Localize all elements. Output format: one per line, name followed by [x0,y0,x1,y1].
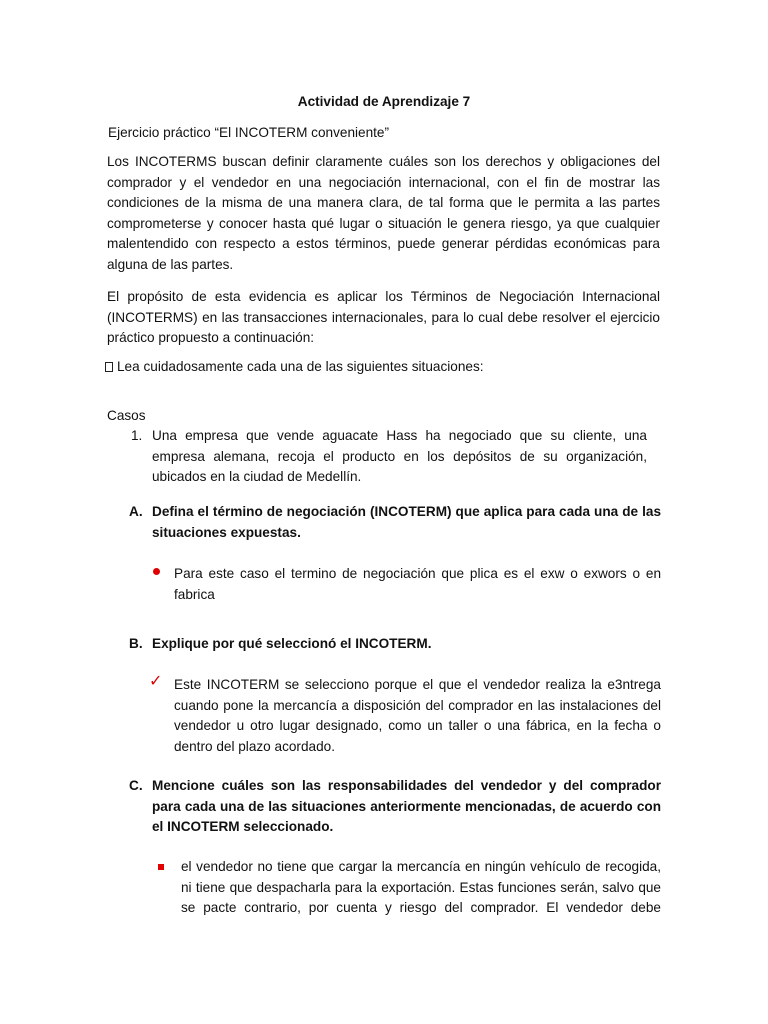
case-1-text: Una empresa que vende aguacate Hass ha negociado que su cliente, una empresa alemana, recoja el producto en los depósitos de su organización, ubicados en la ciudad de Medellín. [152,428,647,484]
document-subtitle: Ejercicio práctico “El INCOTERM conveniente” [108,125,390,140]
instruction-text: Lea cuidadosamente cada una de las siguientes situaciones: [117,359,484,374]
answer-c-text: el vendedor no tiene que cargar la mercancía en ningún vehículo de recogida, ni tiene que despacharla para la exportación. Estas funciones serán, salvo que se pacte contrario, por cuenta y riesgo del comprador. El vendedor debe [181,859,661,915]
instruction-line [105,357,484,378]
question-a-letter: A. [129,504,143,519]
answer-b-text: Este INCOTERM se selecciono porque el que el vendedor realiza la e3ntrega cuando pone la mercancía a disposición del comprador en las instalaciones del vendedor u otro lugar designado, como un taller o una fábrica, en la fecha o dentro del plazo acordado. [174,677,661,754]
question-b-text: Explique por qué seleccionó el INCOTERM. [152,636,432,651]
answer-a-text: Para este caso el termino de negociación que plica es el exw o exwors o en fabrica [174,566,661,602]
document-title: Actividad de Aprendizaje 7 [297,94,471,109]
red-checkmark-icon: ✓ [149,673,163,690]
red-square-bullet-icon [158,864,164,870]
case-1-number: 1. [131,428,143,443]
missing-glyph-box-icon [105,362,113,372]
question-c-text: Mencione cuáles son las responsabilidades del vendedor y del comprador para cada una de las situaciones anteriormente mencionadas, de acuerdo con el INCOTERM seleccionado. [152,778,661,834]
intro-paragraph: Los INCOTERMS buscan definir claramente cuáles son los derechos y obligaciones del comprador y el vendedor en una negociación internacional, con el fin de mostrar las condiciones de la misma de una manera clara, de tal forma que le permita a las partes comprometerse y conocer hasta qué lugar o situación le genera riesgo, ya que cualquier malentendido con respecto a estos términos, puede generar pérdidas económicas para alguna de las partes. [107,154,660,272]
question-a-text: Defina el término de negociación (INCOTERM) que aplica para cada una de las situaciones expuestas. [152,504,661,540]
question-c-letter: C. [129,778,143,793]
cases-heading: Casos [107,408,146,423]
red-dot-bullet-icon [153,568,160,575]
question-b-letter: B. [129,636,143,651]
purpose-paragraph: El propósito de esta evidencia es aplicar los Términos de Negociación Internacional (INCOTERMS) en las transacciones internacionales, para lo cual debe resolver el ejercicio práctico propuesto a continuación: [107,289,660,345]
